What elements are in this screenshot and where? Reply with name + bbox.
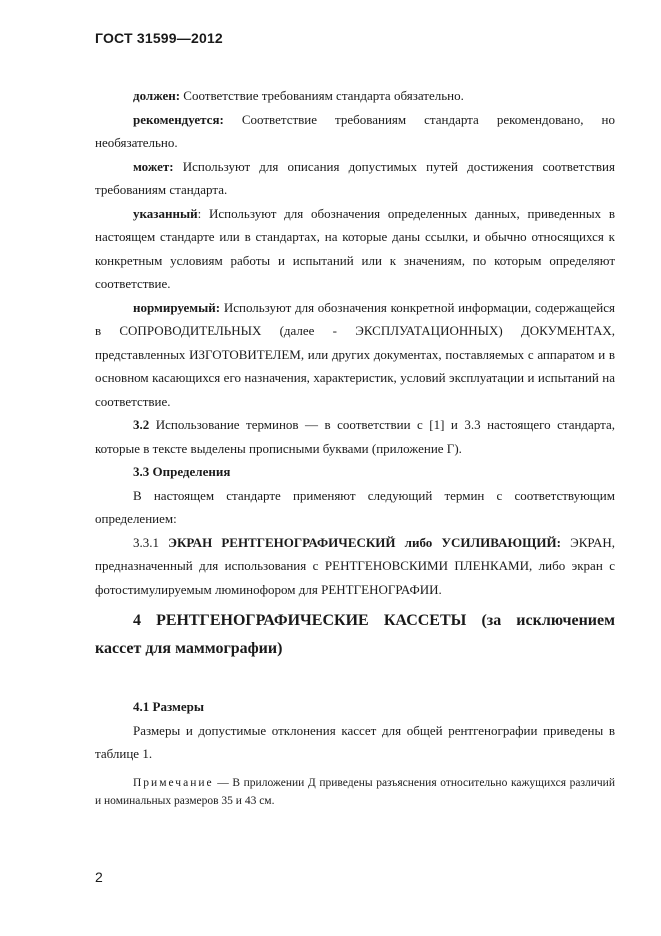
paragraph-normalized xyxy=(95,296,615,414)
term-xray-screen: ЭКРАН РЕНТГЕНОГРАФИЧЕСКИЙ либо УСИЛИВАЮЩИЙ: xyxy=(168,534,561,550)
clause-number-3-2: 3.2 xyxy=(133,417,150,432)
definition-xray-screen: ЭКРАН, предназначенный для использования с РЕНТГЕНОВСКИМИ ПЛЕНКАМИ, либо экран с фотостимулируемым люминофором для РЕНТГЕНОГРАФИИ. xyxy=(95,534,615,597)
note-paragraph xyxy=(95,774,615,810)
definition-must: Соответствие требованиям стандарта обязательно. xyxy=(180,88,464,103)
paragraph-3-3-intro: В настоящем стандарте применяют следующий термин с соответствующим определением: xyxy=(95,487,615,526)
paragraph-3-3-1 xyxy=(95,531,615,602)
term-must: должен: xyxy=(133,88,181,103)
clause-text-3-2: Использование терминов — в соответствии с [1] и 3.3 настоящего стандарта, которые в тексте выделены прописными буквами (приложение Г). xyxy=(95,417,615,456)
paragraph-may xyxy=(95,155,615,202)
clause-number-3-3-1: 3.3.1 xyxy=(133,534,169,550)
term-may: может: xyxy=(133,158,174,174)
document-header: ГОСТ 31599—2012 xyxy=(95,30,223,46)
definition-may: Используют для описания допустимых путей достижения соответствия требованиям стандарта. xyxy=(95,158,615,197)
definition-specified: : Используют для обозначения определенных данных, приведенных в настоящем стандарте или в стандартах, на которые даны ссылки, и обычно относящихся к конкретным условиям работы и испытаний или к значениям, по которым определяют соответствие. xyxy=(95,205,615,291)
note-label: Примечание xyxy=(133,776,214,789)
term-specified: указанный xyxy=(133,205,198,221)
document-body xyxy=(95,84,615,810)
page-number: 2 xyxy=(95,869,103,885)
paragraph-3-2 xyxy=(95,413,615,460)
paragraph-must xyxy=(95,84,615,108)
definition-recommended: Соответствие требованиям стандарта рекомендовано, но необязательно. xyxy=(95,111,615,150)
term-recommended: рекомендуется: xyxy=(133,111,224,127)
paragraph-recommended xyxy=(95,108,615,155)
heading-4-1: 4.1 Размеры xyxy=(133,699,204,714)
paragraph-4-1: Размеры и допустимые отклонения кассет для общей рентгенографии приведены в таблице 1. xyxy=(95,722,615,761)
paragraph-specified xyxy=(95,202,615,296)
note-text: — В приложении Д приведены разъяснения относительно кажущихся различий и номинальных размеров 35 и 43 см. xyxy=(95,776,615,807)
heading-3-3: 3.3 Определения xyxy=(133,464,231,479)
term-normalized: нормируемый: xyxy=(133,299,221,315)
section-4-title: 4 РЕНТГЕНОГРАФИЧЕСКИЕ КАССЕТЫ (за исключением кассет для маммографии) xyxy=(95,612,615,657)
definition-normalized: Используют для обозначения конкретной информации, содержащейся в СОПРОВОДИТЕЛЬНЫХ (далее - ЭКСПЛУАТАЦИОННЫХ) ДОКУМЕНТАХ, представленных ИЗГОТОВИТЕЛЕМ, или других документах, поставляемых с аппаратом и в основном касающихся его назначения, характеристик, условий эксплуатации и испытаний на соответствие. xyxy=(95,299,615,409)
